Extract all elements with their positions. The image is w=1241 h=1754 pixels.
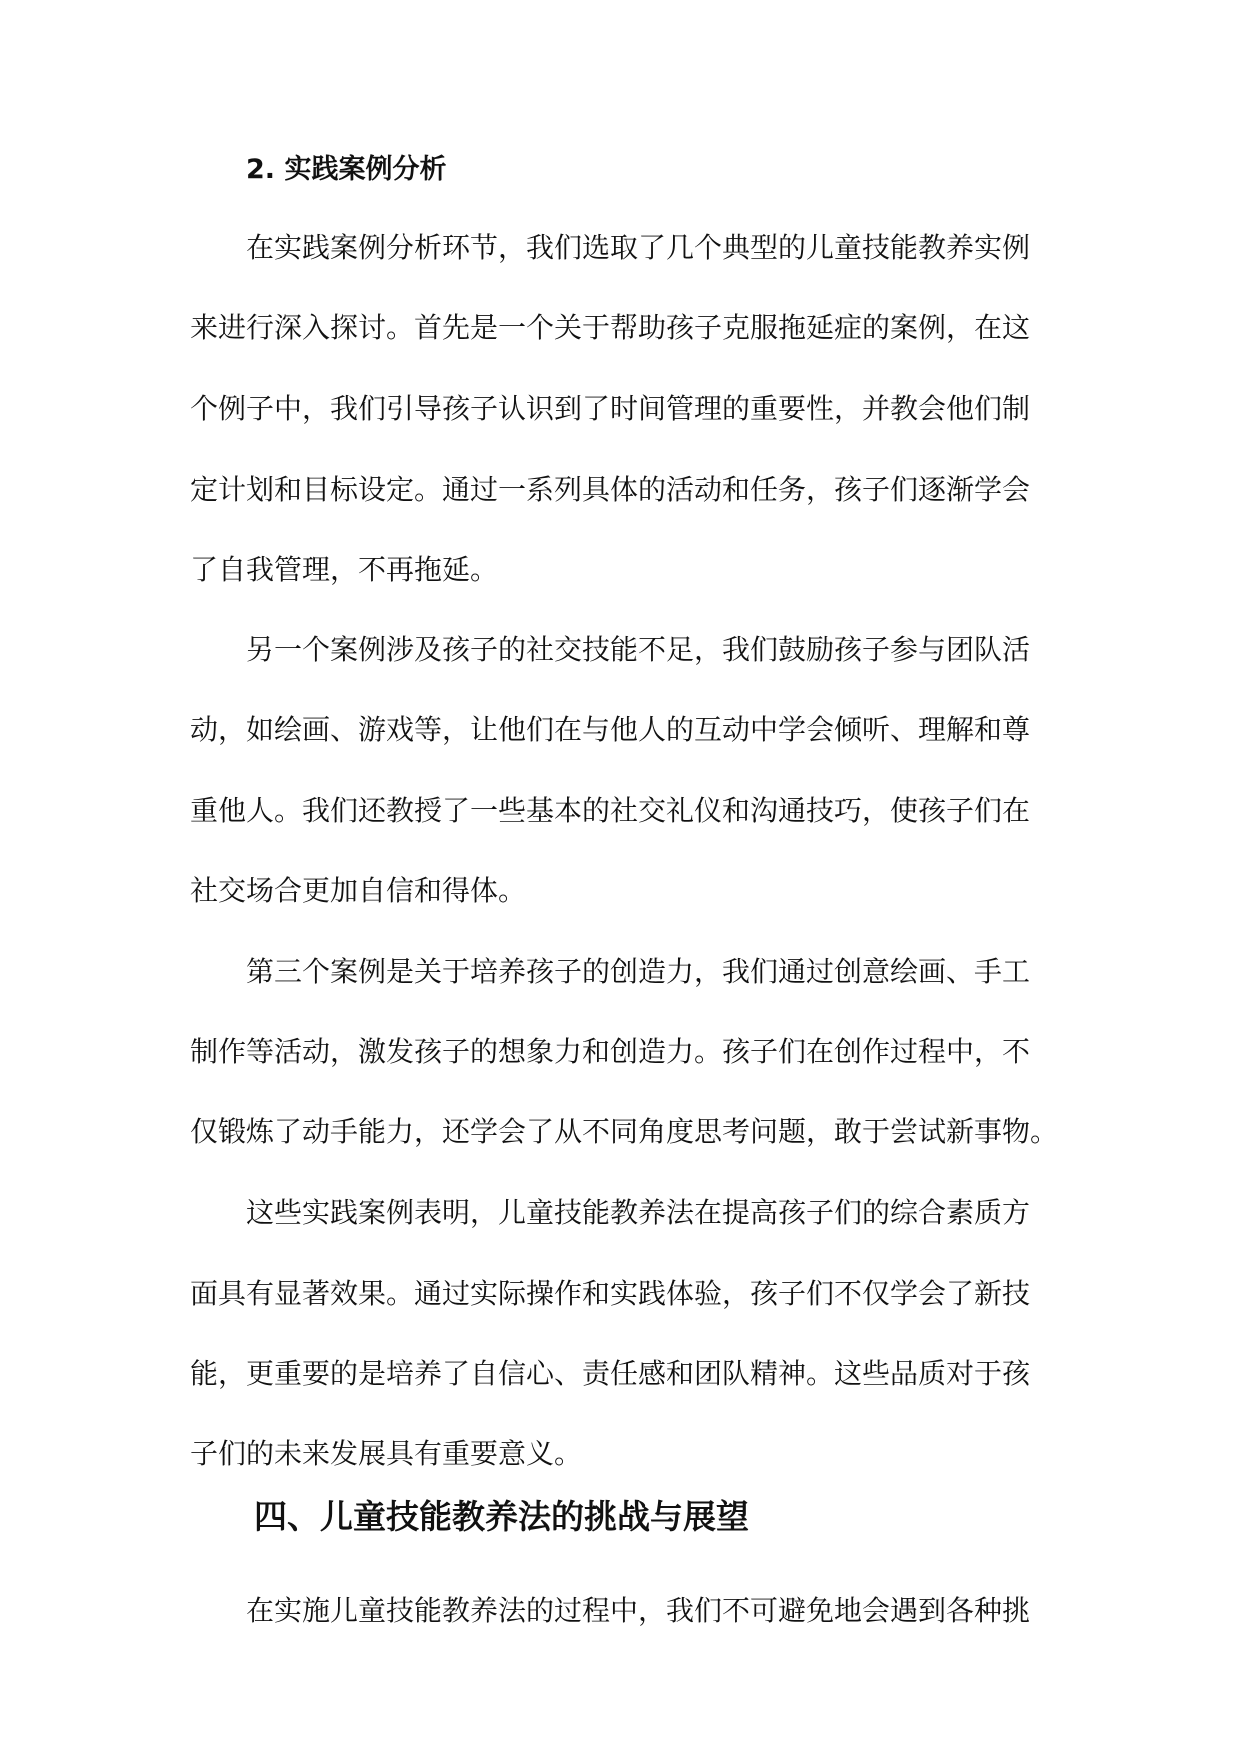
paragraph-4-line-4: 子们的未来发展具有重要意义。	[190, 1437, 583, 1470]
paragraph-2-line-1: 另一个案例涉及孩子的社交技能不足，我们鼓励孩子参与团队活	[246, 633, 1031, 666]
paragraph-4-line-2: 面具有显著效果。通过实际操作和实践体验，孩子们不仅学会了新技	[190, 1277, 1031, 1310]
chapter-heading: 四、儿童技能教养法的挑战与展望	[254, 1497, 749, 1536]
paragraph-3-line-2: 制作等活动，激发孩子的想象力和创造力。孩子们在创作过程中，不	[190, 1035, 1031, 1068]
paragraph-3-line-3: 仅锻炼了动手能力，还学会了从不同角度思考问题，敢于尝试新事物。	[190, 1115, 1059, 1148]
paragraph-1-line-2: 来进行深入探讨。首先是一个关于帮助孩子克服拖延症的案例，在这	[190, 311, 1031, 344]
paragraph-1-line-4: 定计划和目标设定。通过一系列具体的活动和任务，孩子们逐渐学会	[190, 473, 1031, 506]
paragraph-4-line-1: 这些实践案例表明，儿童技能教养法在提高孩子们的综合素质方	[246, 1196, 1031, 1229]
paragraph-2-line-4: 社交场合更加自信和得体。	[190, 874, 527, 907]
paragraph-1-line-3: 个例子中，我们引导孩子认识到了时间管理的重要性，并教会他们制	[190, 392, 1031, 425]
section-subheading: 2. 实践案例分析	[246, 154, 447, 185]
paragraph-4-line-3: 能，更重要的是培养了自信心、责任感和团队精神。这些品质对于孩	[190, 1357, 1031, 1390]
next-paragraph-line-1: 在实施儿童技能教养法的过程中，我们不可避免地会遇到各种挑	[246, 1594, 1031, 1627]
paragraph-2-line-2: 动，如绘画、游戏等，让他们在与他人的互动中学会倾听、理解和尊	[190, 713, 1031, 746]
paragraph-3-line-1: 第三个案例是关于培养孩子的创造力，我们通过创意绘画、手工	[246, 955, 1031, 988]
paragraph-2-line-3: 重他人。我们还教授了一些基本的社交礼仪和沟通技巧，使孩子们在	[190, 794, 1031, 827]
paragraph-1-line-5: 了自我管理，不再拖延。	[190, 553, 499, 586]
paragraph-1-line-1: 在实践案例分析环节，我们选取了几个典型的儿童技能教养实例	[246, 231, 1031, 264]
